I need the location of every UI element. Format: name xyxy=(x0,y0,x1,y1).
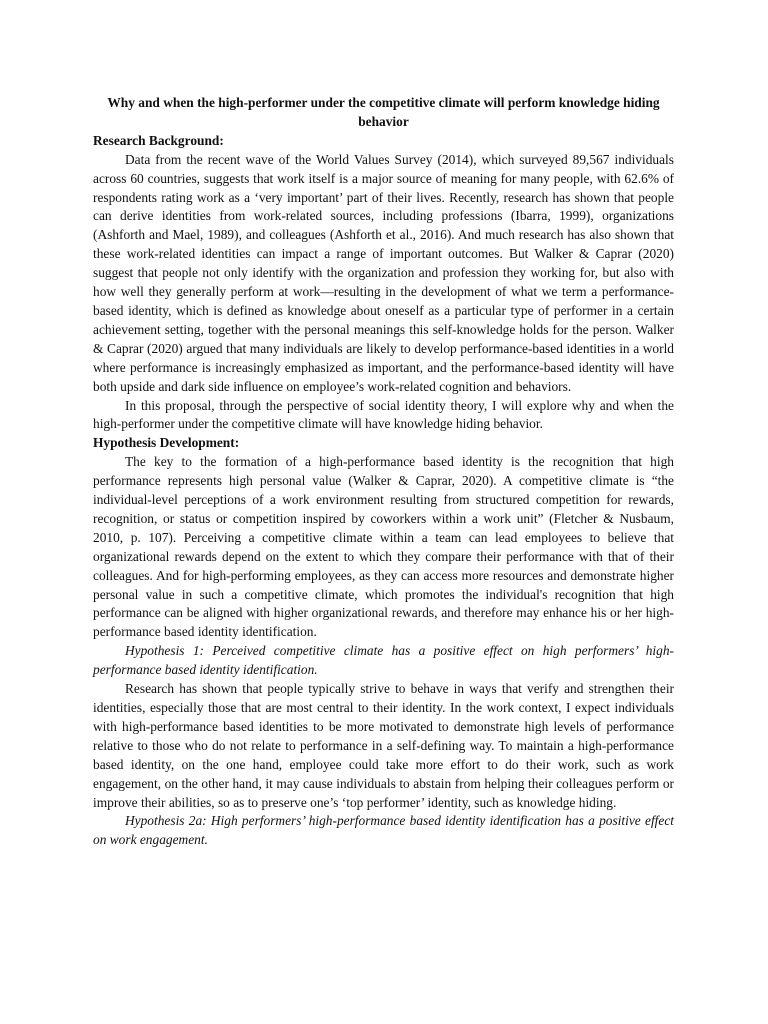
document-title: Why and when the high-performer under the competitive climate will perform knowledge hiding behavior xyxy=(107,95,660,129)
section-heading-research-background: Research Background: xyxy=(93,132,224,148)
section-heading-hypothesis-development: Hypothesis Development: xyxy=(93,435,240,451)
hypothesis-1: Hypothesis 1: Perceived competitive climate has a positive effect on high performers’ high-performance based identity identification. xyxy=(93,643,674,678)
hypothesis-2a: Hypothesis 2a: High performers’ high-performance based identity identification has a positive effect on work engagement. xyxy=(93,813,674,848)
document-page xyxy=(93,94,674,850)
paragraph-hypothesis-development-1: The key to the formation of a high-performance based identity is the recognition that high performance represents high personal value (Walker & Caprar, 2020). A competitive climate is “the individual-level perceptions of a work environment resulting from structured competition for rewards, recognition, or status or competition inspired by coworkers within a work unit” (Fletcher & Nusbaum, 2010, p. 107). Perceiving a competitive climate within a team can lead employees to believe that organizational rewards depend on the extent to which they compare their performance with that of their colleagues. And for high-performing employees, as they can access more resources and demonstrate higher personal value in such a competitive climate, which promotes the individual's recognition that high performance can be aligned with higher organizational rewards, and therefore may enhance his or her high-performance based identity identification. xyxy=(93,454,674,640)
paragraph-research-background-1: Data from the recent wave of the World Values Survey (2014), which surveyed 89,567 individuals across 60 countries, suggests that work itself is a major source of meaning for many people, with 62.6% of respondents rating work as a ‘very important’ part of their lives. Recently, research has shown that people can derive identities from work-related sources, including professions (Ibarra, 1999), organizations (Ashforth and Mael, 1989), and colleagues (Ashforth et al., 2016). And much research has also shown that these work-related identities can impact a range of important outcomes. But Walker & Caprar (2020) suggest that people not only identify with the organization and profession they working for, but also with how well they generally perform at work—resulting in the development of what we term a performance-based identity, which is defined as knowledge about oneself as a particular type of performer in a certain achievement setting, together with the personal meanings this self-knowledge holds for the person. Walker & Caprar (2020) argued that many individuals are likely to develop performance-based identities in a world where performance is increasingly emphasized as important, and the performance-based identity will have both upside and dark side influence on employee’s work-related cognition and behaviors. xyxy=(93,151,674,394)
paragraph-hypothesis-development-2: Research has shown that people typically strive to behave in ways that verify and strengthen their identities, especially those that are most central to their identity. In the work context, I expect individuals with high-performance based identities to be more motivated to demonstrate high levels of performance relative to those who do not relate to performance in a self-defining way. To maintain a high-performance based identity, on the one hand, employee could take more effort to do their work, such as work engagement, on the other hand, it may cause individuals to abstain from helping their colleagues perform or improve their abilities, so as to preserve one’s ‘top performer’ identity, such as knowledge hiding. xyxy=(93,681,674,810)
paragraph-research-background-2: In this proposal, through the perspective of social identity theory, I will explore why and when the high-performer under the competitive climate will have knowledge hiding behavior. xyxy=(93,397,674,432)
